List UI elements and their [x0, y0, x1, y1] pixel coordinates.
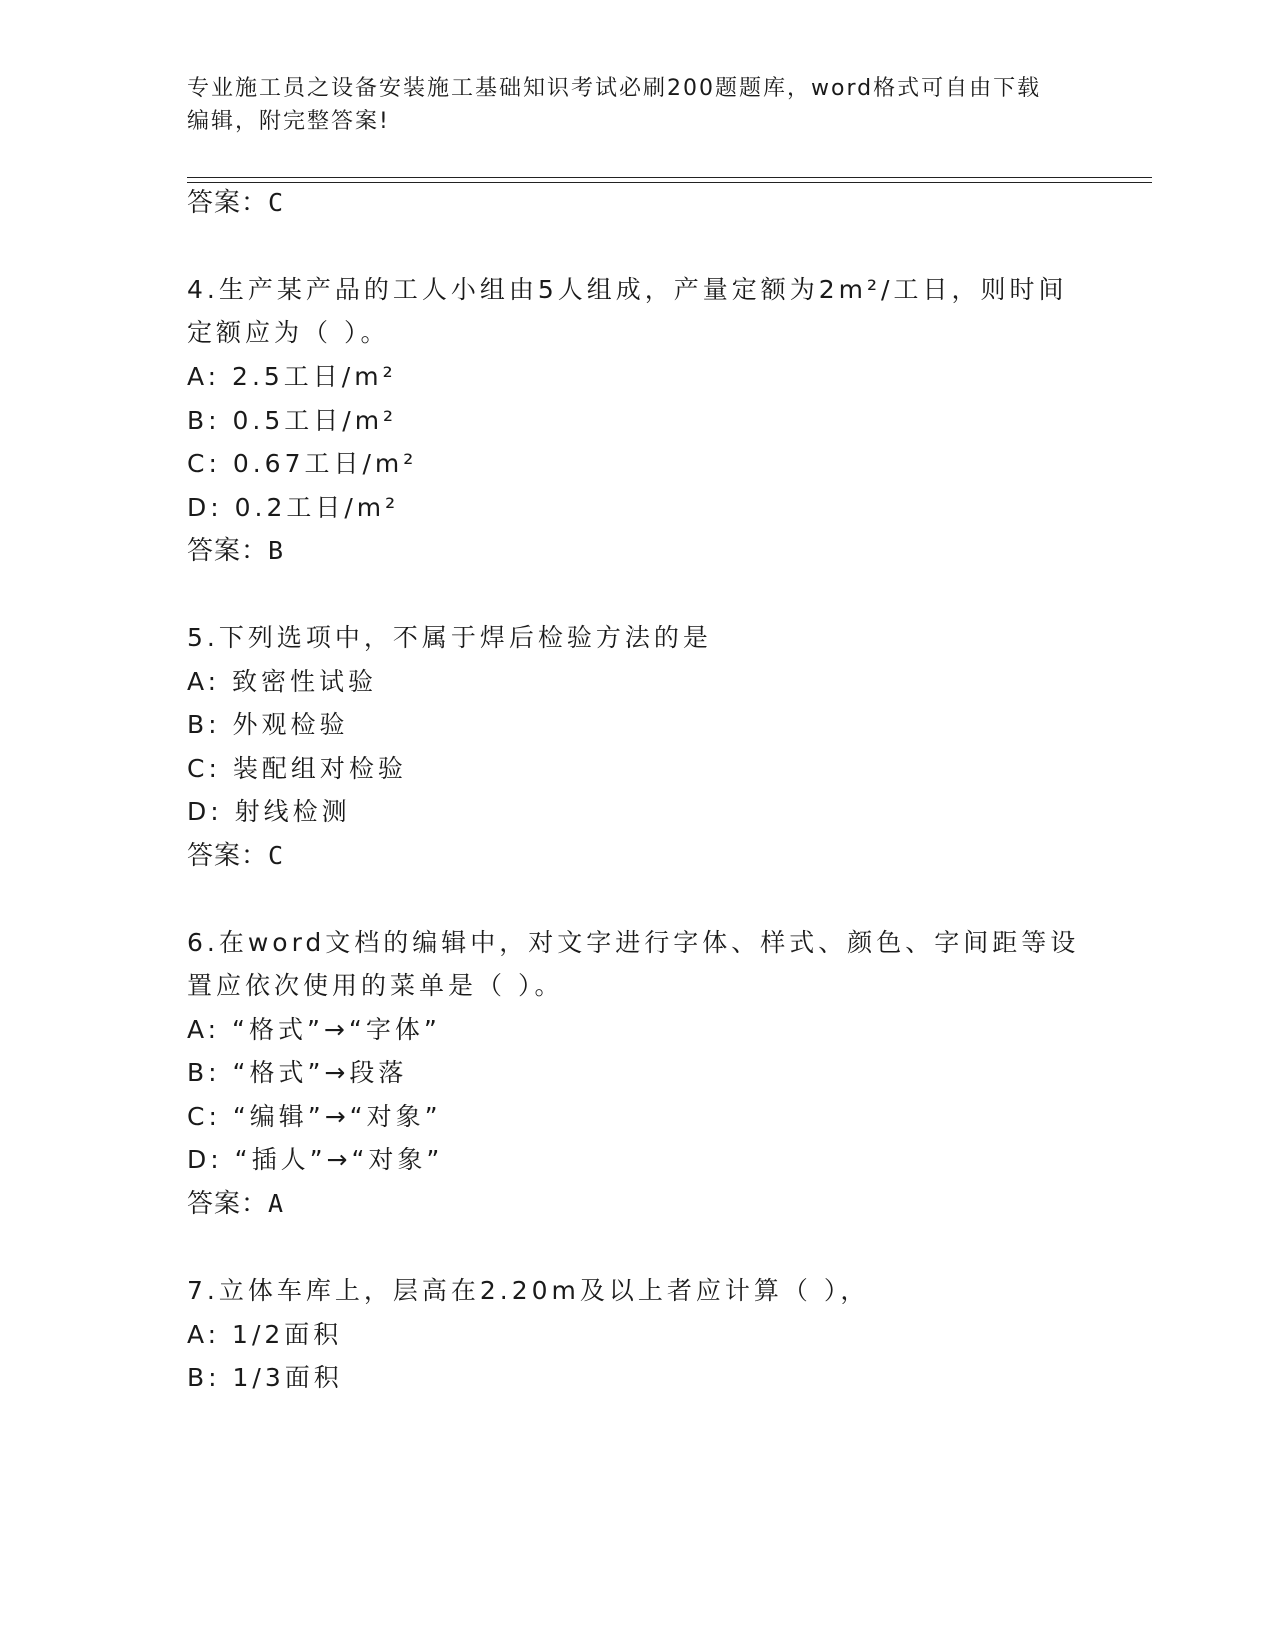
answer-label: 答案： [187, 841, 269, 871]
answer-value: A [268, 1189, 285, 1218]
question-stem-continued: 定额应为（ ）。 [187, 318, 390, 347]
option-c: C: 装配组对检验 [187, 754, 407, 783]
option-a: A: 1/2面积 [187, 1320, 343, 1349]
question-stem-continued: 置应依次使用的菜单是（ ）。 [187, 971, 564, 1000]
option-b: B: 外观检验 [187, 710, 349, 739]
answer-line [187, 187, 284, 219]
answer-line [187, 535, 284, 567]
option-a: A: 致密性试验 [187, 667, 378, 696]
answer-label: 答案： [187, 188, 269, 218]
answer-label: 答案： [187, 1189, 269, 1219]
answer-line [187, 840, 284, 872]
option-d: D: 0.2工日/m² [187, 493, 400, 522]
option-c: C: 0.67工日/m² [187, 449, 418, 478]
question-stem: 6.在word文档的编辑中，对文字进行字体、样式、颜色、字间距等设 [187, 928, 1080, 957]
answer-line [187, 1188, 284, 1220]
option-d: D: 射线检测 [187, 797, 351, 826]
header-divider-bottom [187, 182, 1152, 183]
option-a: A: “格式”→“字体” [187, 1015, 441, 1044]
option-b: B: “格式”→段落 [187, 1058, 408, 1087]
option-a: A: 2.5工日/m² [187, 362, 397, 391]
header-divider-top [187, 177, 1152, 178]
question-stem: 5.下列选项中，不属于焊后检验方法的是 [187, 623, 712, 652]
question-stem: 7.立体车库上，层高在2.20m及以上者应计算（ ）， [187, 1276, 870, 1305]
document-header [187, 72, 1087, 138]
header-title-line-2: 编辑，附完整答案! [187, 109, 390, 134]
option-b: B: 0.5工日/m² [187, 406, 398, 435]
answer-value: C [268, 841, 285, 870]
option-d: D: “插人”→“对象” [187, 1145, 444, 1174]
option-b: B: 1/3面积 [187, 1363, 343, 1392]
question-stem: 4.生产某产品的工人小组由5人组成，产量定额为2m²/工日，则时间 [187, 275, 1068, 304]
answer-value: B [268, 536, 285, 565]
option-c: C: “编辑”→“对象” [187, 1102, 442, 1131]
answer-label: 答案： [187, 536, 269, 566]
answer-value: C [268, 188, 285, 217]
header-title-line-1: 专业施工员之设备安装施工基础知识考试必刷200题题库，word格式可自由下载 [187, 76, 1042, 101]
